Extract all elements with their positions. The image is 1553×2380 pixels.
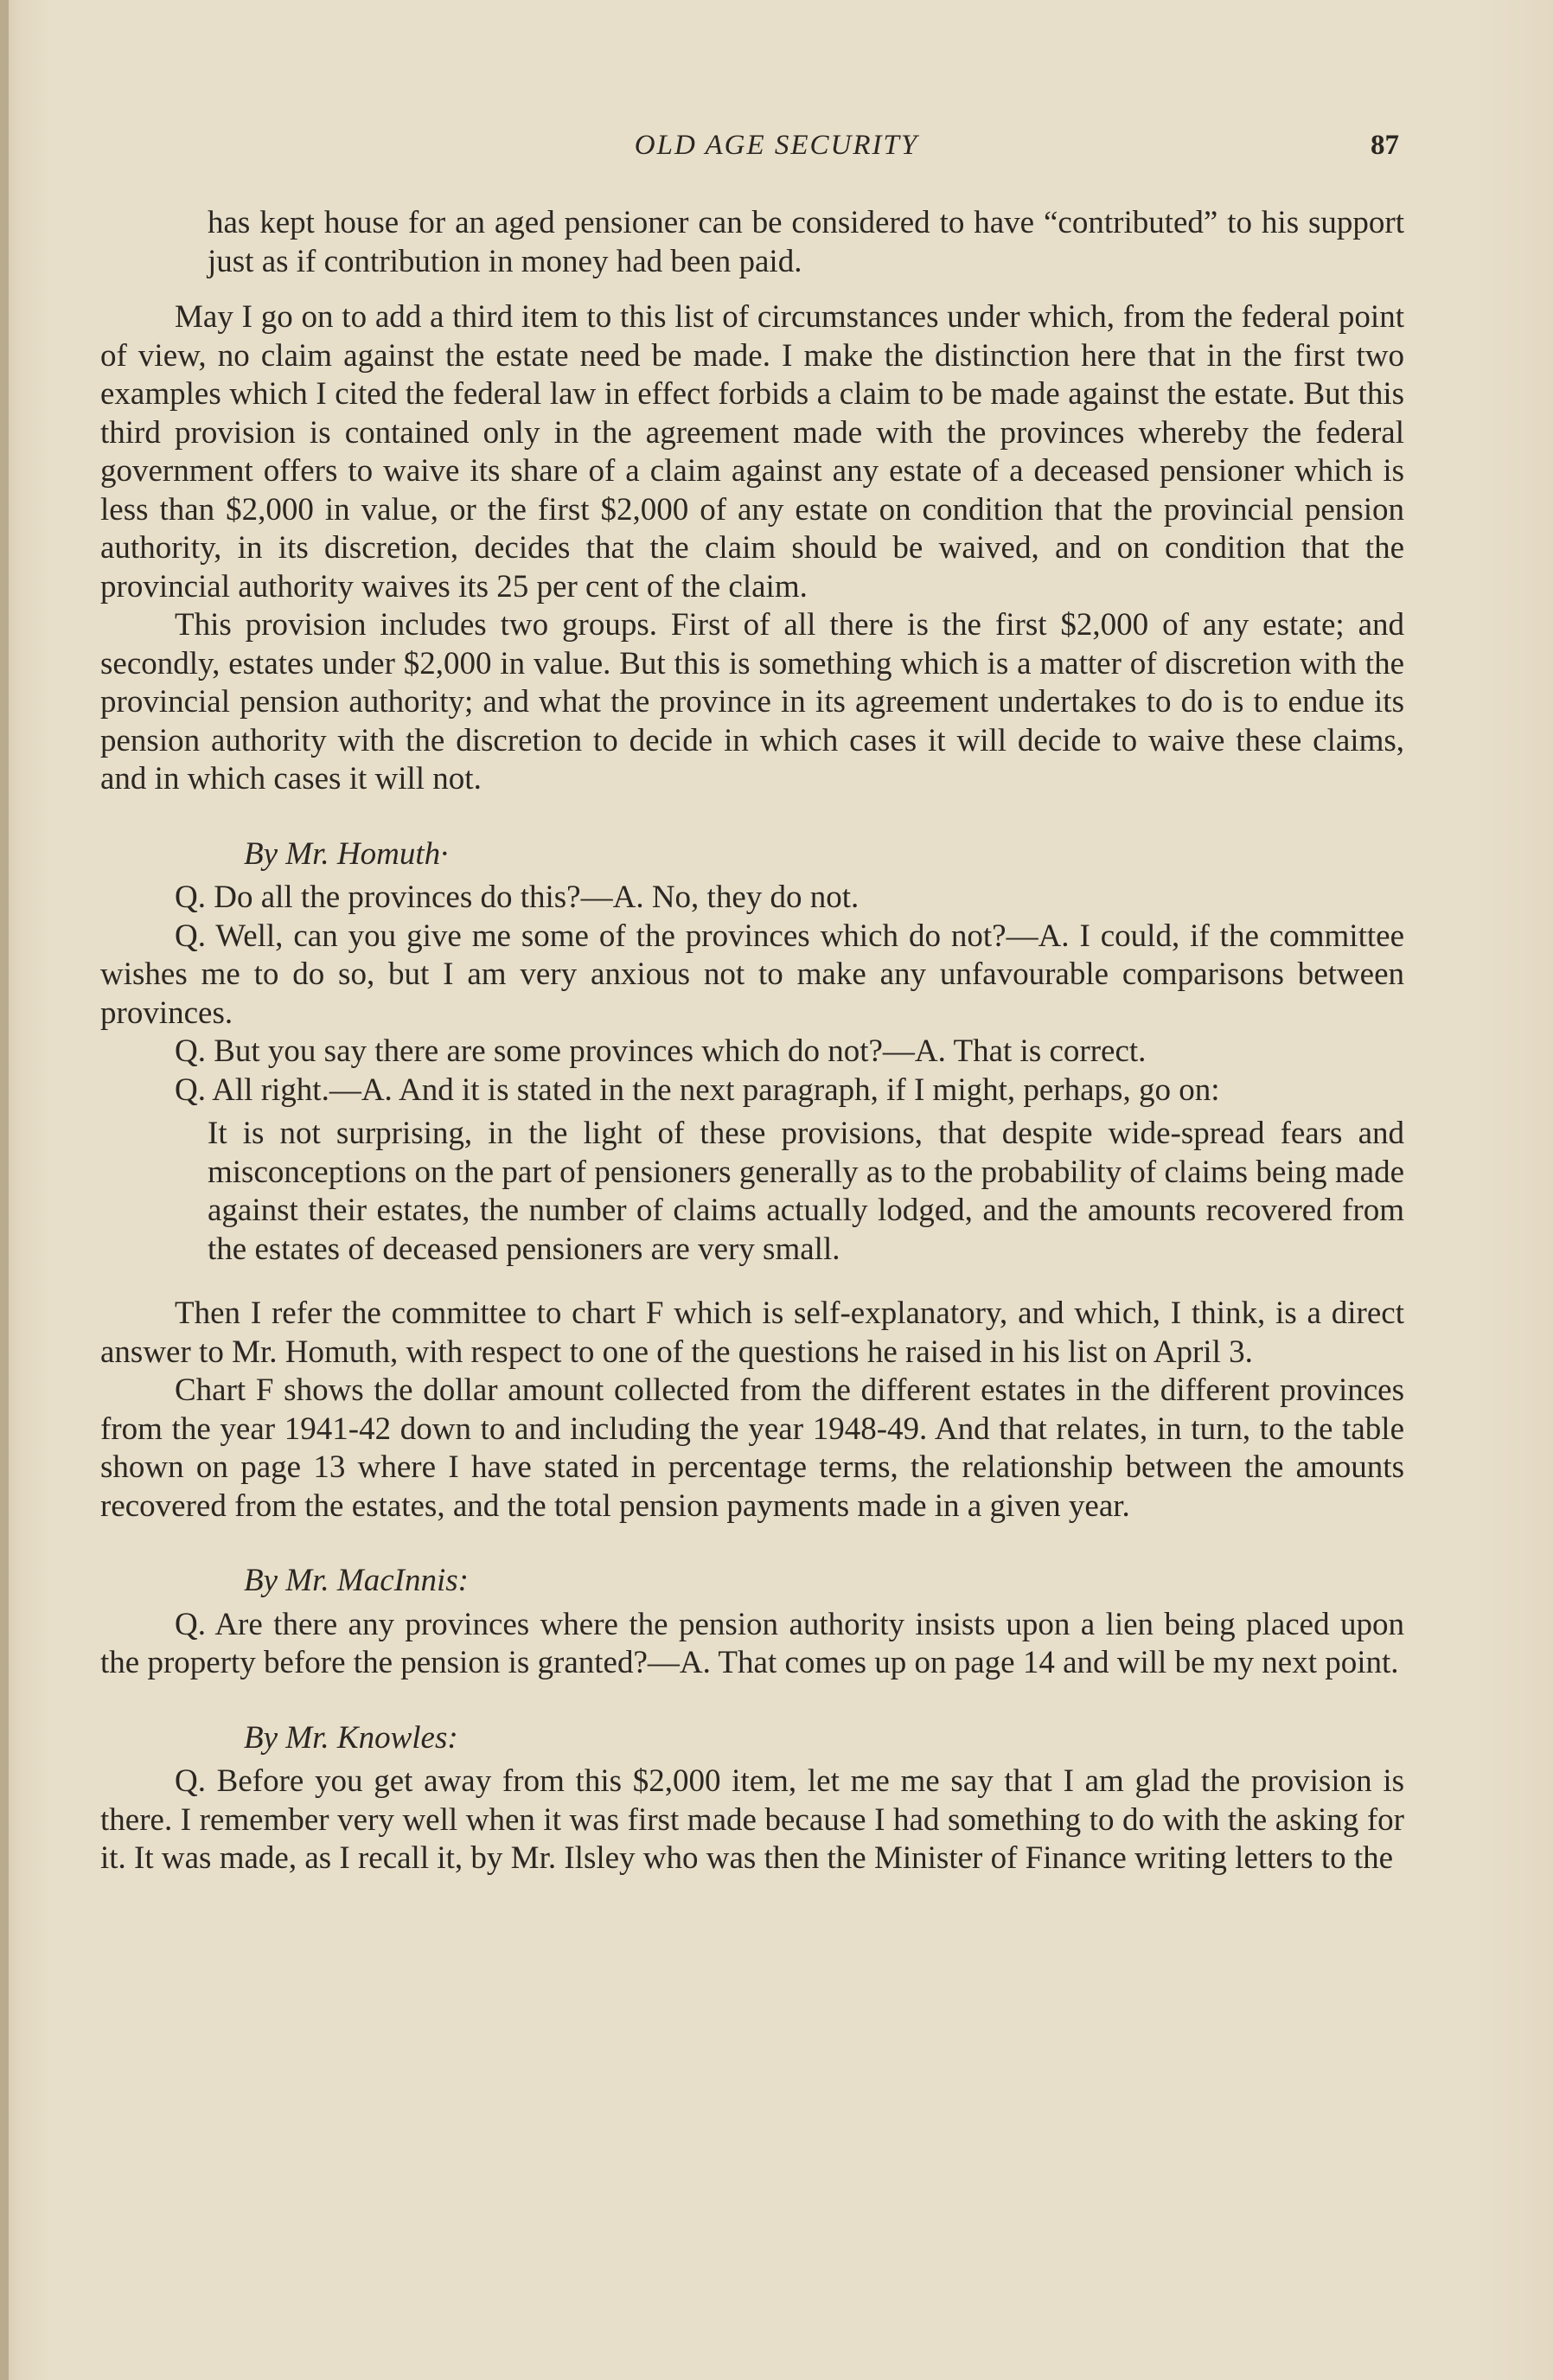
paragraph: Then I refer the committee to chart F which is self-explanatory, and which, I think, is a direct answer to Mr. Homuth, with respect to one of the questions he raised in his list on April 3. xyxy=(100,1296,1404,1370)
speaker-heading: By Mr. Knowles: xyxy=(244,1719,458,1756)
body-text xyxy=(100,204,1404,1878)
question-answer: Q. Before you get away from this $2,000 item, let me me say that I am glad the provision is there. I remember very well when it was first made because I had something to do with the asking for it. It was made, as I recall it, by Mr. Ilsley who was then the Minister of Finance writing letters to the xyxy=(100,1763,1404,1876)
paragraph: Chart F shows the dollar amount collected from the different estates in the different provinces from the year 1941-42 down to and including the year 1948-49. And that relates, in turn, to the table shown on page 13 where I have stated in percentage terms, the relationship between the amounts recovered from the estates, and the total pension payments made in a given year. xyxy=(100,1372,1404,1524)
question-answer: Q. Well, can you give me some of the provinces which do not?—A. I could, if the committee wishes me to do so, but I am very anxious not to make any unfavourable comparisons between provinces. xyxy=(100,918,1404,1031)
question-answer: Q. Do all the provinces do this?—A. No, they do not. xyxy=(175,880,860,915)
speaker-heading: By Mr. MacInnis: xyxy=(244,1563,469,1598)
page-header xyxy=(0,130,1553,173)
question-answer: Q. Are there any provinces where the pension authority insists upon a lien being placed upon the property before the pension is granted?—A. That comes up on page 14 and will be my next point. xyxy=(100,1606,1404,1680)
block-quote: It is not surprising, in the light of these provisions, that despite wide-spread fears and misconceptions on the part of pensioners generally as to the probability of claims being made against their estates, the number of claims actually lodged, and the amounts recovered from the estates of deceased pensioners are very small. xyxy=(208,1116,1404,1267)
question-answer: Q. All right.—A. And it is stated in the next paragraph, if I might, perhaps, go on: xyxy=(175,1072,1220,1108)
binding-edge xyxy=(0,0,9,2380)
speaker-heading: By Mr. Homuth· xyxy=(244,835,449,872)
paragraph: May I go on to add a third item to this list of circumstances under which, from the federal point of view, no claim against the estate need be made. I make the distinction here that in the first two examples which I cited the federal law in effect forbids a claim to be made against the estate. But this third provision is contained only in the agreement made with the provinces whereby the federal government offers to waive its share of a claim against any estate of a deceased pensioner which is less than $2,000 in value, or the first $2,000 of any estate on condition that the provincial pension authority, in its discretion, decides that the claim should be waived, and on condition that the provincial authority waives its 25 per cent of the claim. xyxy=(100,299,1404,605)
paragraph-continued: has kept house for an aged pensioner can be considered to have “contributed” to his support just as if contribution in money had been paid. xyxy=(208,205,1404,279)
paragraph: This provision includes two groups. First of all there is the first $2,000 of any estate; and secondly, estates under $2,000 in value. But this is something which is a matter of discretion with the provincial pension authority; and what the province in its agreement undertakes to do is to endue its pension authority with the discretion to decide in which cases it will decide to waive these claims, and in which cases it will not. xyxy=(100,607,1404,797)
question-answer: Q. But you say there are some provinces which do not?—A. That is correct. xyxy=(175,1033,1147,1069)
page-number: 87 xyxy=(1371,130,1399,161)
running-head: OLD AGE SECURITY xyxy=(634,130,919,161)
